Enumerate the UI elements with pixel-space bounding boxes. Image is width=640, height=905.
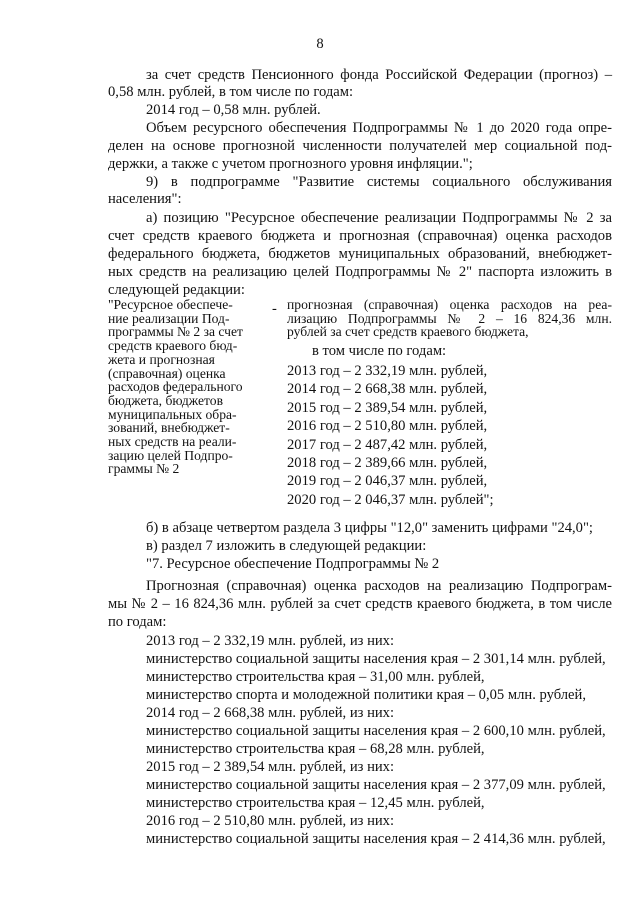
table-by-years: в том числе по годам: — [312, 343, 447, 359]
table-label-line: граммы № 2 — [108, 461, 180, 477]
table-year-line: 2014 год – 2 668,38 млн. рублей, — [287, 381, 488, 398]
section-line: 2013 год – 2 332,19 млн. рублей, из них: — [146, 633, 395, 649]
table-year-line: 2015 год – 2 389,54 млн. рублей, — [287, 399, 488, 416]
section-line: министерство спорта и молодежной политики края – 0,05 млн. рублей, — [146, 687, 586, 703]
intro-line: Объем ресурсного обеспечения Подпрограммы № 1 до 2020 года опре- — [146, 120, 612, 136]
table-value-line: лизацию Подпрограммы № 2 – 16 824,36 млн. — [287, 310, 612, 326]
table-label-line: средств краевого бюд- — [108, 338, 238, 354]
table-label-line: (справочная) оценка — [108, 365, 226, 381]
section-line: министерство социальной защиты населения края – 2 600,10 млн. рублей, — [146, 723, 606, 739]
table-label-line: ние реализации Под- — [108, 310, 230, 326]
amendment-line: "7. Ресурсное обеспечение Подпрограммы № 2 — [146, 556, 440, 572]
intro-line: делен на основе прогнозной численности получателей мер социальной под- — [108, 138, 612, 154]
section-line: 2016 год – 2 510,80 млн. рублей, из них: — [146, 813, 395, 829]
page-number: 8 — [316, 36, 324, 52]
section-line: по годам: — [108, 614, 167, 630]
section-line: министерство социальной защиты населения края – 2 414,36 млн. рублей, — [146, 831, 606, 847]
table-label-line: зацию целей Подпро- — [108, 447, 233, 463]
table-dash: - — [272, 301, 277, 317]
intro-line: 0,58 млн. рублей, в том числе по годам: — [108, 84, 354, 100]
section-line: министерство социальной защиты населения края – 2 377,09 млн. рублей, — [146, 777, 606, 793]
table-year-line: 2019 год – 2 046,37 млн. рублей, — [287, 473, 488, 490]
table-label-line: программы № 2 за счет — [108, 324, 243, 340]
table-label-line: расходов федерального — [108, 379, 243, 395]
table-year-line: 2017 год – 2 487,42 млн. рублей, — [287, 436, 488, 453]
table-value-line: рублей за счет средств краевого бюджета, — [287, 324, 529, 340]
section-line: 2014 год – 2 668,38 млн. рублей, из них: — [146, 705, 395, 721]
section-line: мы № 2 – 16 824,36 млн. рублей за счет средств краевого бюджета, в том числе — [108, 596, 612, 612]
table-label-line: жета и прогнозная — [108, 351, 215, 367]
intro-line: ных средств на реализацию целей Подпрограммы № 2" паспорта изложить в — [108, 264, 612, 280]
intro-line: населения": — [108, 191, 182, 207]
section-line: министерство строительства края – 31,00 млн. рублей, — [146, 669, 485, 685]
table-label-line: ных средств на реали- — [108, 434, 237, 449]
section-line: министерство социальной защиты населения края – 2 301,14 млн. рублей, — [146, 651, 606, 667]
table-label-line: зований, внебюджет- — [108, 420, 230, 436]
amendment-line: б) в абзаце четвертом раздела 3 цифры "12,0" заменить цифрами "24,0"; — [146, 520, 593, 536]
intro-line: а) позицию "Ресурсное обеспечение реализации Подпрограммы № 2 за — [146, 210, 612, 226]
table-year-line: 2020 год – 2 046,37 млн. рублей"; — [287, 491, 494, 508]
intro-line: счет средств краевого бюджета и прогнозная (справочная) оценка расходов — [108, 228, 612, 244]
section-line: Прогнозная (справочная) оценка расходов на реализацию Подпрограм- — [146, 578, 612, 594]
intro-line: федерального бюджета, бюджетов муниципальных образований, внебюджет- — [108, 246, 612, 262]
amendment-line: в) раздел 7 изложить в следующей редакции: — [146, 538, 427, 554]
table-label-line: муниципальных обра- — [108, 406, 237, 422]
intro-line: 2014 год – 0,58 млн. рублей. — [146, 102, 321, 118]
intro-line: за счет средств Пенсионного фонда Российской Федерации (прогноз) – — [146, 67, 612, 83]
intro-line: следующей редакции: — [108, 282, 245, 298]
table-label-line: "Ресурсное обеспече- — [108, 297, 233, 312]
table-year-line: 2013 год – 2 332,19 млн. рублей, — [287, 363, 488, 379]
intro-line: 9) в подпрограмме "Развитие системы социального обслуживания — [146, 174, 612, 190]
section-line: министерство строительства края – 68,28 млн. рублей, — [146, 741, 485, 757]
table-year-line: 2016 год – 2 510,80 млн. рублей, — [287, 418, 488, 435]
table-label-line: бюджета, бюджетов — [108, 392, 224, 408]
intro-line: держки, а также с учетом прогнозного уровня инфляции."; — [108, 156, 473, 172]
table-year-line: 2018 год – 2 389,66 млн. рублей, — [287, 455, 488, 471]
section-line: министерство строительства края – 12,45 млн. рублей, — [146, 795, 485, 811]
table-value-line: прогнозная (справочная) оценка расходов на реа- — [287, 297, 612, 312]
section-line: 2015 год – 2 389,54 млн. рублей, из них: — [146, 759, 395, 775]
